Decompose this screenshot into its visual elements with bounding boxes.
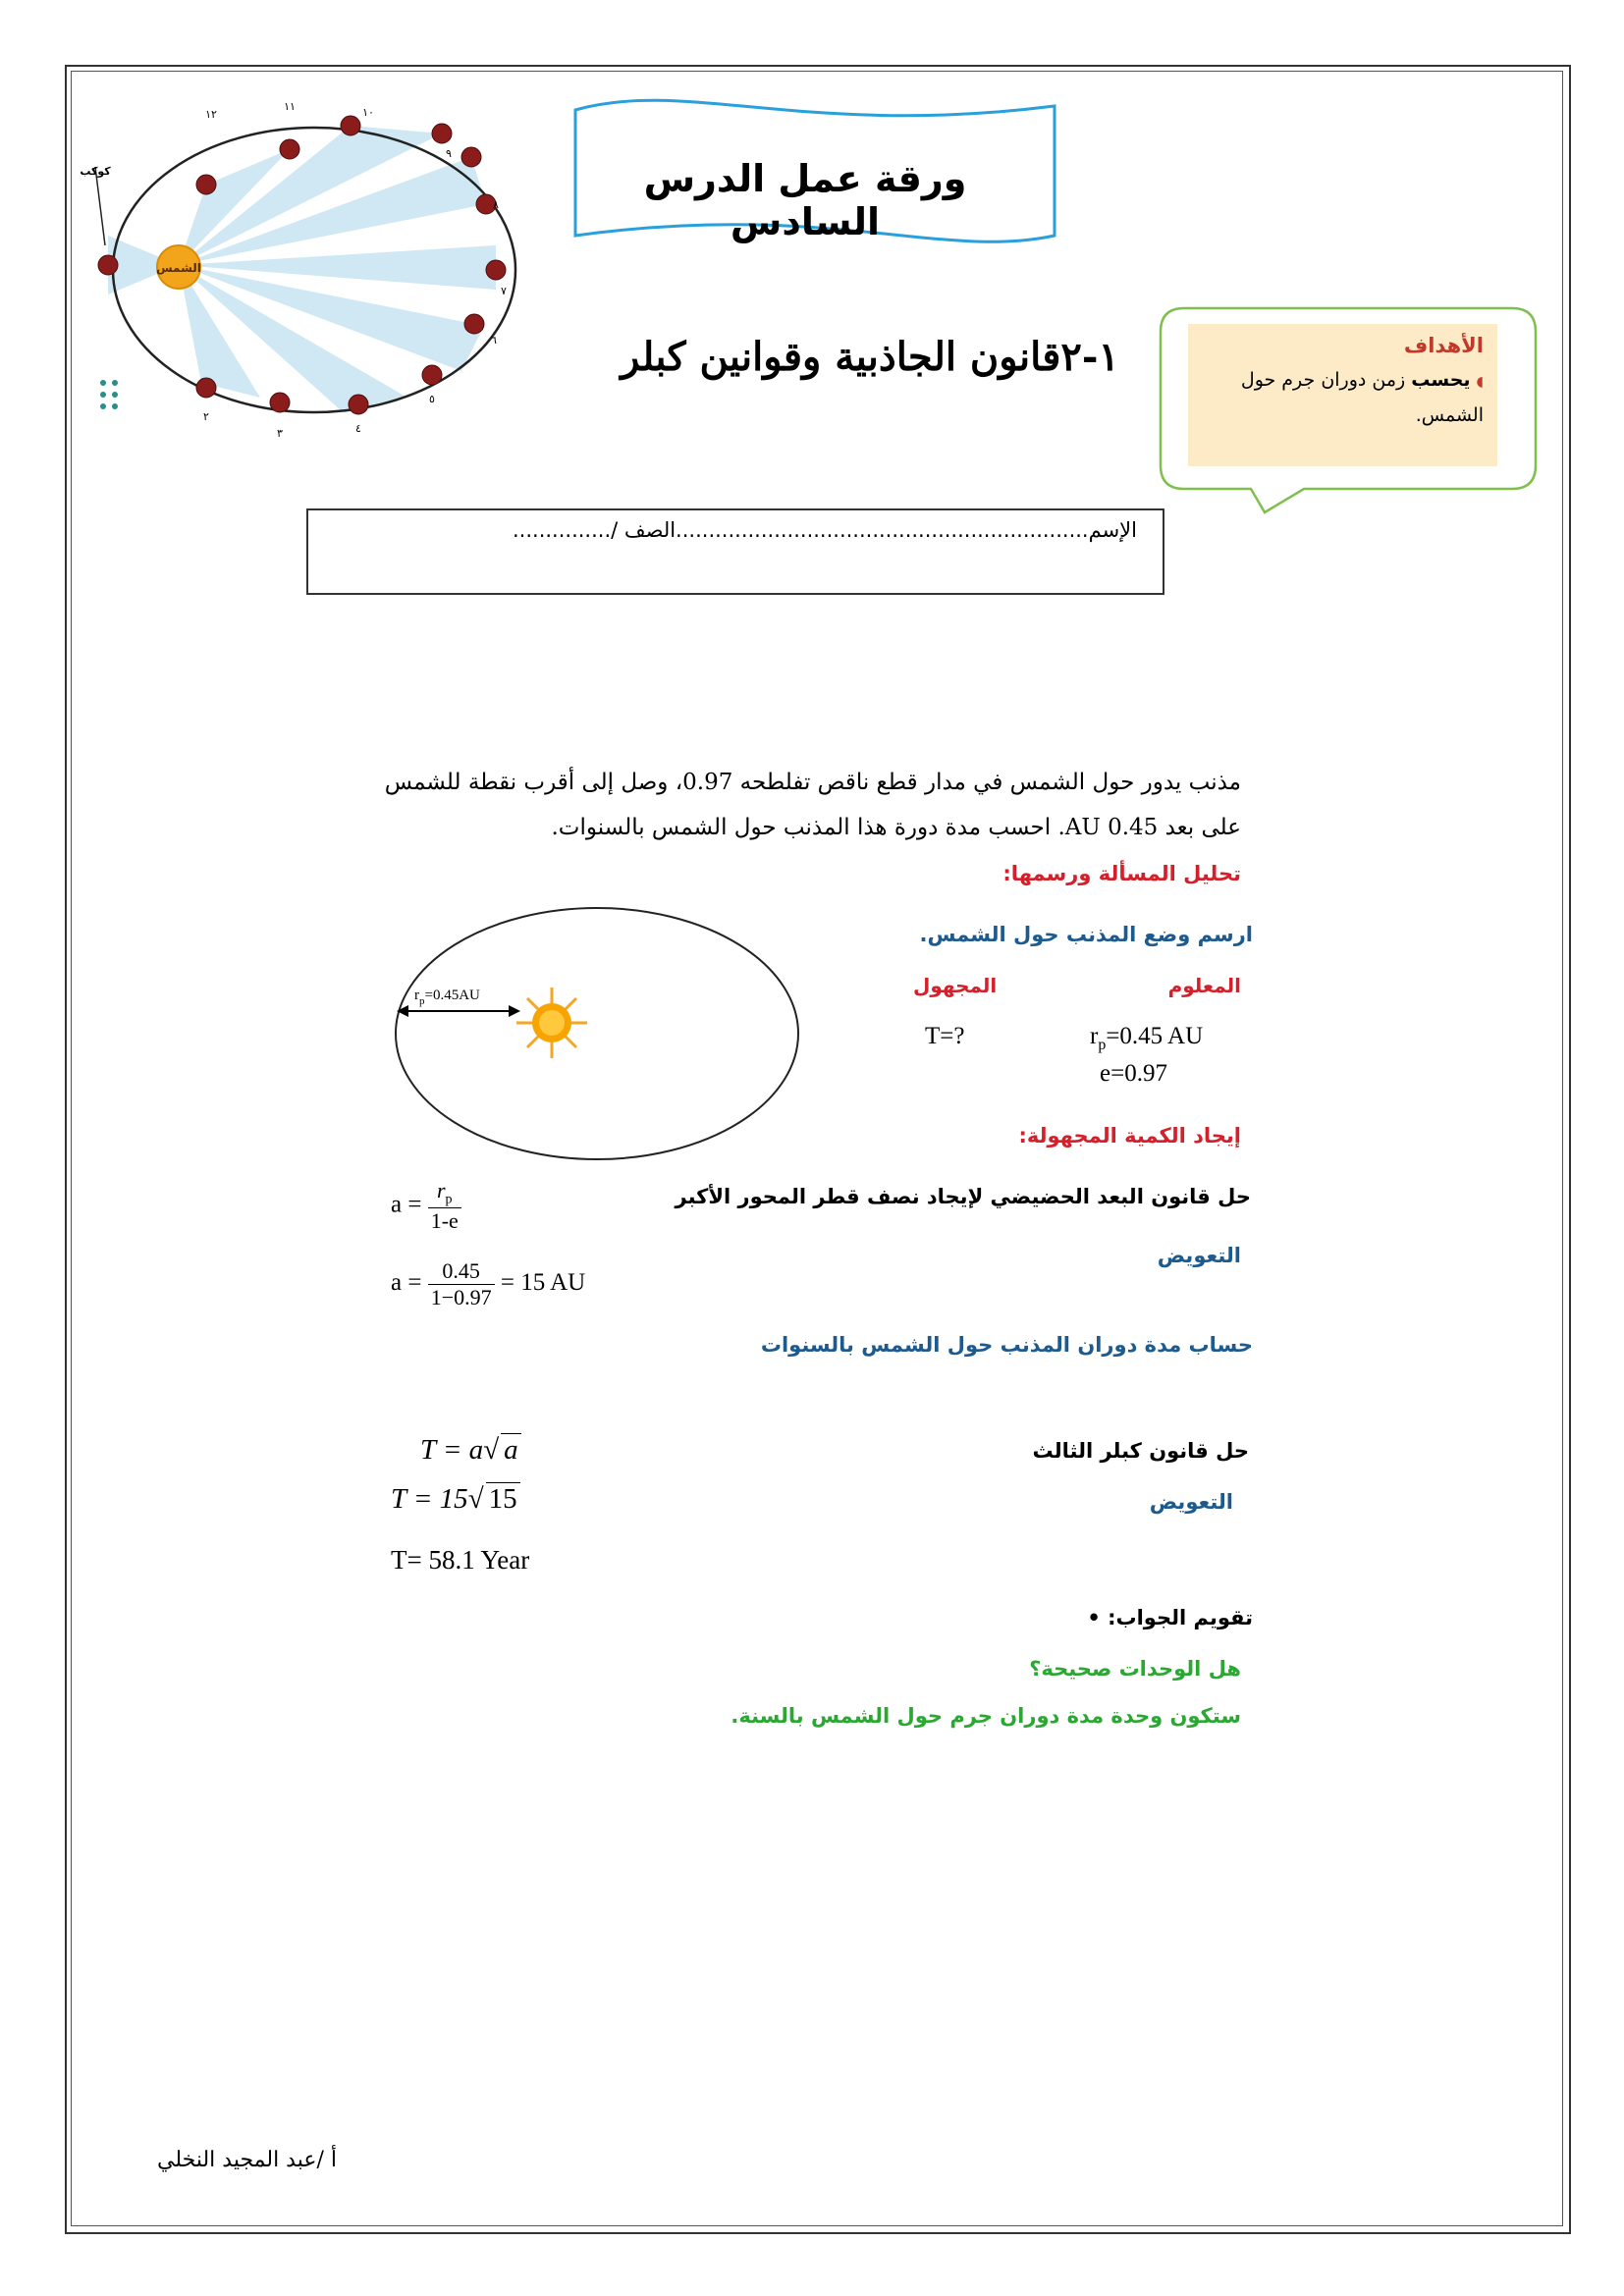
unknown-T: T=? xyxy=(925,1023,965,1049)
step2-text: حل قانون كبلر الثالث xyxy=(1032,1439,1249,1463)
eq2-lhs: a = xyxy=(391,1269,422,1297)
eq1-numerator-sub: p xyxy=(445,1192,453,1207)
orbit-num-3: ٣ xyxy=(277,427,283,440)
period-heading: حساب مدة دوران المذنب حول الشمس بالسنوات xyxy=(760,1333,1253,1357)
solve-heading: إيجاد الكمية المجهولة: xyxy=(1018,1124,1241,1148)
equation-result: T= 58.1 Year xyxy=(391,1545,530,1575)
problem-line-2: على بعد 0.45 AU. احسب مدة دورة هذا المذنب حول الشمس بالسنوات. xyxy=(551,815,1241,840)
orbit-num-8: ٨ xyxy=(493,198,499,211)
units-question: هل الوحدات صحيحة؟ xyxy=(1029,1657,1241,1681)
planet-pointer-line xyxy=(95,167,105,245)
analysis-heading: تحليل المسألة ورسمها: xyxy=(1002,862,1241,885)
page-title: ورقة عمل الدرس السادس xyxy=(643,157,967,243)
orbit-num-5: ٥ xyxy=(429,393,435,405)
known-e: e=0.97 xyxy=(1100,1060,1167,1087)
comet-orbit-diagram xyxy=(393,901,815,1166)
orbit-num-4: ٤ xyxy=(355,422,361,435)
eq3-lhs: T = a xyxy=(420,1434,484,1466)
goals-description: زمن دوران جرم حول الشمس. xyxy=(1240,369,1484,426)
sun-icon xyxy=(516,988,587,1058)
goals-panel xyxy=(1188,324,1497,466)
known-rp-value: =0.45 AU xyxy=(1106,1023,1204,1049)
units-answer: ستكون وحدة مدة دوران جرم حول الشمس بالسنة. xyxy=(731,1704,1241,1728)
equation-perihelion xyxy=(391,1178,461,1234)
equation-substituted: T = 15√ 15 xyxy=(391,1482,520,1516)
substitute2-label: التعويض xyxy=(1149,1490,1233,1514)
known-label: المعلوم xyxy=(1167,974,1241,997)
eq2-denominator: 1−0.97 xyxy=(430,1285,492,1309)
orbit-num-2: ٢ xyxy=(203,410,209,423)
bullet-icon: • xyxy=(1087,1606,1101,1629)
step1-text: حل قانون البعد الحضيضي لإيجاد نصف قطر المحور الأكبر xyxy=(675,1185,1251,1208)
eq3-radicand: a xyxy=(501,1433,521,1467)
diagram-rp-label: $r_p=0.45AU$ xyxy=(414,988,480,1007)
eq1-lhs: a = xyxy=(391,1191,422,1218)
student-name-box[interactable] xyxy=(306,508,1164,595)
orbit-num-12: ١٢ xyxy=(205,108,217,121)
bullet-icon: ◖ xyxy=(1476,374,1484,390)
dots-decoration-icon xyxy=(100,380,118,409)
orbit-num-9: ٩ xyxy=(446,147,452,160)
draw-instruction: ارسم وضع المذنب حول الشمس. xyxy=(919,923,1253,946)
equation-semi-major xyxy=(391,1258,585,1310)
eq4-lhs: T = 15 xyxy=(391,1483,468,1515)
eq4-radicand: 15 xyxy=(486,1482,520,1516)
substitute1-label: التعويض xyxy=(1157,1244,1241,1267)
goals-verb: يحسب xyxy=(1411,369,1471,391)
planet-label: كوكب xyxy=(80,165,111,178)
problem-statement xyxy=(259,760,1241,850)
orbit-num-10: ١٠ xyxy=(362,106,374,119)
student-name-line: الإسم...............................................................الصف /............... xyxy=(513,518,1137,542)
eq1-fraction xyxy=(428,1178,461,1234)
equation-kepler3: T = a√ a xyxy=(420,1433,521,1467)
goals-text xyxy=(1199,363,1484,432)
lesson-subtitle: ١-٢قانون الجاذبية وقوانين كبلر xyxy=(621,334,1119,380)
orbit-num-6: ٦ xyxy=(491,334,497,347)
orbit-num-7: ٧ xyxy=(501,285,507,297)
eq1-numerator: r xyxy=(436,1178,446,1202)
problem-line-1: مذنب يدور حول الشمس في مدار قطع ناقص تفلطحه 0.97، وصل إلى أقرب نقطة للشمس xyxy=(384,770,1241,795)
eq1-denominator: 1-e xyxy=(430,1208,459,1234)
known-rp xyxy=(1090,1023,1203,1054)
orbit-figure xyxy=(80,98,525,461)
orbit-num-11: ١١ xyxy=(284,100,296,113)
unknown-label: المجهول xyxy=(913,974,998,997)
comet-orbit-ellipse xyxy=(396,908,798,1159)
evaluate-heading-text: تقويم الجواب: xyxy=(1108,1606,1253,1629)
eq2-fraction xyxy=(428,1258,495,1310)
known-rp-symbol: r xyxy=(1090,1023,1099,1049)
sun-label: الشمس xyxy=(156,261,201,275)
known-rp-sub: p xyxy=(1098,1037,1107,1053)
eq2-rhs: = 15 AU xyxy=(500,1269,586,1297)
goals-heading: الأهداف xyxy=(1403,334,1484,357)
eq2-numerator: 0.45 xyxy=(428,1258,495,1285)
author-signature: أ /عبد المجيد النخلي xyxy=(157,2148,338,2172)
evaluate-heading xyxy=(1087,1606,1253,1629)
